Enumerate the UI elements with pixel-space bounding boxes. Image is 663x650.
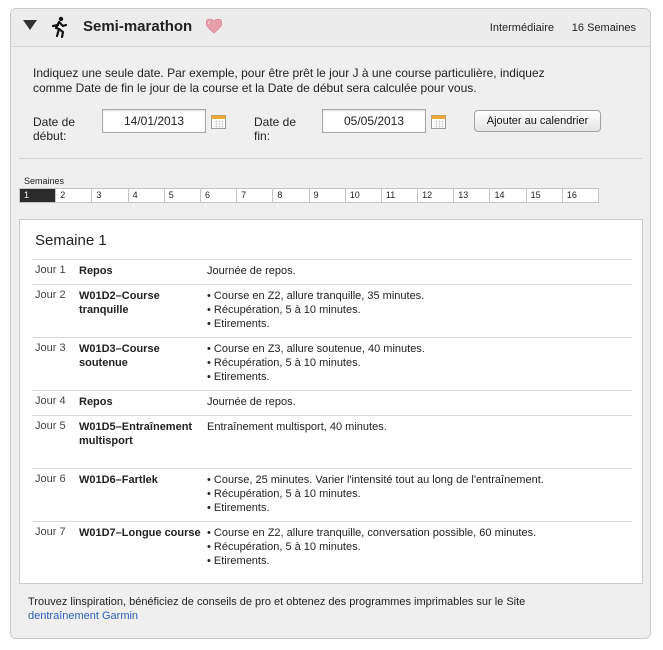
week-tab-10[interactable]: 10 [346, 189, 382, 202]
workout-description [207, 395, 627, 409]
week-tab-5[interactable]: 5 [165, 189, 201, 202]
week-tab-8[interactable]: 8 [273, 189, 309, 202]
week-tab-4[interactable]: 4 [129, 189, 165, 202]
workout-name: Repos [79, 396, 113, 408]
plan-title: Semi-marathon [83, 18, 193, 35]
workout-step: • Récupération, 5 à 10 minutes. [207, 488, 361, 500]
week-tab-6[interactable]: 6 [201, 189, 237, 202]
workout-step: Journée de repos. [207, 265, 296, 277]
workout-step: • Récupération, 5 à 10 minutes. [207, 357, 361, 369]
workout-step: • Course en Z2, allure tranquille, conversation possible, 60 minutes. [207, 527, 537, 539]
day-row [32, 521, 632, 574]
workout-name: W01D3–Course soutenue [79, 343, 160, 369]
workout-description [207, 473, 627, 515]
workout-name: W01D5–Entraînement multisport [79, 421, 193, 447]
workout-step: • Course en Z3, allure soutenue, 40 minutes. [207, 343, 425, 355]
day-number: Jour 2 [35, 289, 66, 301]
workout-description [207, 264, 627, 278]
collapse-triangle-icon[interactable] [23, 20, 37, 30]
workout-step: • Etirements. [207, 371, 270, 383]
week-tab-7[interactable]: 7 [237, 189, 273, 202]
workout-step: Entraînement multisport, 40 minutes. [207, 421, 387, 433]
day-number: Jour 3 [35, 342, 66, 354]
week-tab-9[interactable]: 9 [310, 189, 346, 202]
day-number: Jour 5 [35, 420, 66, 432]
footer-text [28, 595, 618, 623]
week-tab-14[interactable]: 14 [490, 189, 526, 202]
workout-step: • Récupération, 5 à 10 minutes. [207, 541, 361, 553]
start-date-input[interactable] [102, 109, 206, 133]
heart-icon[interactable] [206, 19, 222, 34]
week-title: Semaine 1 [35, 232, 107, 249]
week-selector [19, 188, 599, 203]
day-row [32, 468, 632, 521]
weeks-label: Semaines [24, 176, 65, 186]
workout-step: • Etirements. [207, 502, 270, 514]
day-number: Jour 6 [35, 473, 66, 485]
week-tab-16[interactable]: 16 [566, 190, 577, 200]
calendar-icon[interactable] [431, 114, 446, 129]
workout-step: Journée de repos. [207, 396, 296, 408]
day-row [32, 415, 632, 468]
workout-description [207, 342, 627, 384]
workout-description [207, 526, 627, 568]
runner-icon [49, 16, 69, 38]
week-tab-13[interactable]: 13 [454, 189, 490, 202]
end-date-label-line-1: Date de [254, 115, 297, 129]
intro-line-2: comme Date de fin le jour de la course et la Date de début sera calculée pour vous. [33, 81, 477, 95]
week-tab-12[interactable]: 12 [418, 189, 454, 202]
end-date-label [254, 115, 314, 143]
workout-name: W01D2–Course tranquille [79, 290, 160, 316]
plan-level: Intermédiaire [489, 22, 554, 34]
start-date-label [33, 115, 93, 143]
intro-line-1: Indiquez une seule date. Par exemple, pour être prêt le jour J à une course particulière, indiquez [33, 66, 545, 80]
plan-duration: 16 Semaines [571, 22, 636, 34]
workout-name: W01D7–Longue course [79, 527, 201, 539]
workout-description [207, 289, 627, 331]
week-tab-15[interactable]: 15 [527, 189, 563, 202]
week-tab-11[interactable]: 11 [382, 189, 418, 202]
workout-step: • Etirements. [207, 318, 270, 330]
start-date-label-line-2: début: [33, 129, 67, 143]
week-tab-2[interactable]: 2 [56, 189, 92, 202]
workout-step: • Course en Z2, allure tranquille, 35 minutes. [207, 290, 425, 302]
day-list [32, 259, 632, 574]
workout-step: • Etirements. [207, 555, 270, 567]
end-date-label-line-2: fin: [254, 129, 271, 143]
divider [19, 158, 642, 159]
workout-step: • Course, 25 minutes. Varier l'intensité tout au long de l'entraînement. [207, 474, 544, 486]
day-row [32, 284, 632, 337]
workout-name: Repos [79, 265, 113, 277]
workout-step: • Récupération, 5 à 10 minutes. [207, 304, 361, 316]
day-number: Jour 1 [35, 264, 66, 276]
start-date-label-line-1: Date de [33, 115, 76, 129]
plan-header[interactable] [11, 9, 650, 47]
end-date-input[interactable] [322, 109, 426, 133]
workout-description [207, 420, 627, 434]
day-number: Jour 7 [35, 526, 66, 538]
week-tab-1[interactable]: 1 [20, 189, 56, 202]
day-row [32, 390, 632, 415]
week-detail [19, 219, 643, 584]
day-number: Jour 4 [35, 395, 66, 407]
garmin-training-link[interactable]: dentraînement Garmin [28, 610, 139, 622]
training-plan-panel [10, 8, 651, 639]
footer-message: Trouvez linspiration, bénéficiez de conseils de pro et obtenez des programmes imprimables sur le Site [28, 596, 526, 608]
calendar-icon[interactable] [211, 114, 226, 129]
day-row [32, 337, 632, 390]
intro-text [33, 66, 633, 96]
workout-name: W01D6–Fartlek [79, 474, 158, 486]
add-to-calendar-button[interactable]: Ajouter au calendrier [474, 110, 601, 132]
week-tab-3[interactable]: 3 [92, 189, 128, 202]
day-row [32, 259, 632, 284]
